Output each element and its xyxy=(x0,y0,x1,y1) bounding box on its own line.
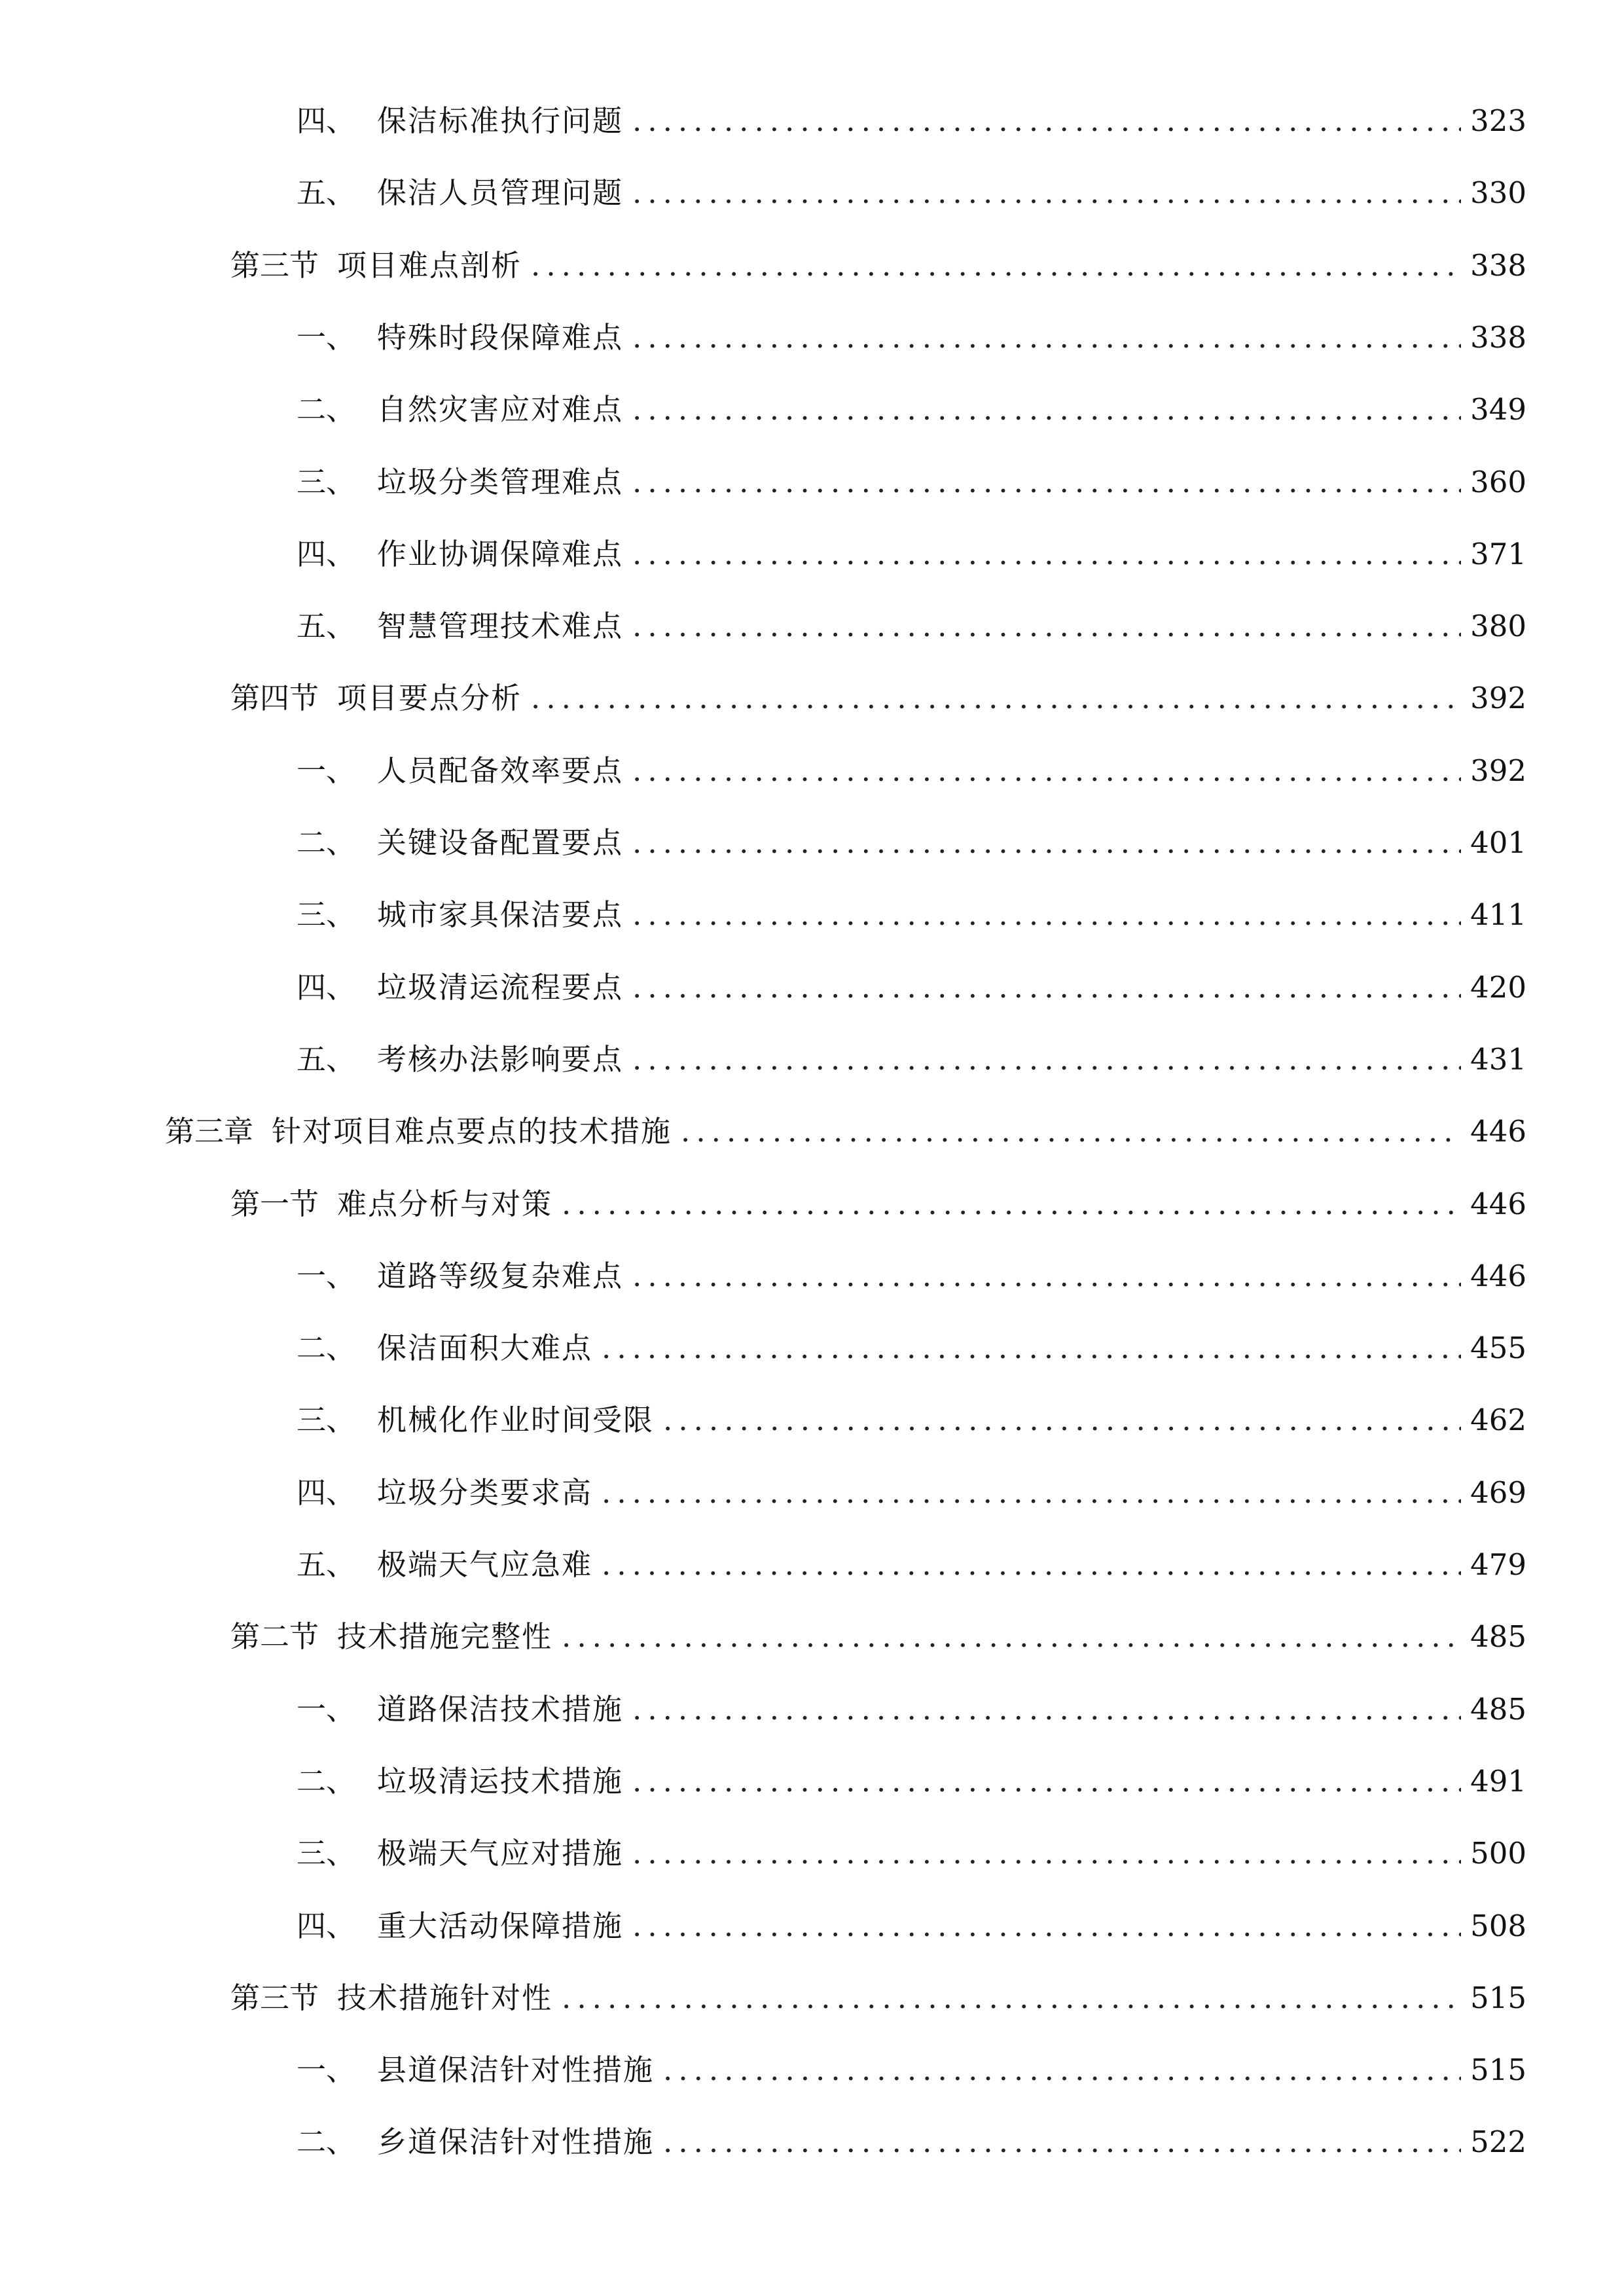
toc-entry-number: 四、 xyxy=(297,537,356,571)
toc-entry-number: 一、 xyxy=(297,1692,356,1727)
toc-entry[interactable] xyxy=(230,1175,1526,1234)
toc-dot-leader xyxy=(632,742,1461,800)
toc-entry-title: 针对项目难点要点的技术措施 xyxy=(272,1114,672,1149)
toc-entry-number: 二、 xyxy=(297,1331,356,1365)
toc-entry-title: 垃圾清运技术措施 xyxy=(377,1764,624,1799)
toc-entry-page-number: 462 xyxy=(1470,1403,1526,1437)
toc-entry-title: 道路保洁技术措施 xyxy=(377,1692,624,1727)
toc-entry-number: 第二节 xyxy=(230,1619,319,1654)
toc-entry[interactable] xyxy=(297,1535,1526,1594)
toc-dot-leader xyxy=(632,1824,1461,1883)
toc-dot-leader xyxy=(632,453,1461,512)
toc-entry[interactable] xyxy=(297,1897,1526,1956)
toc-entry-page-number: 360 xyxy=(1470,465,1526,499)
toc-dot-leader xyxy=(632,308,1461,367)
toc-entry-number: 五、 xyxy=(297,1042,356,1077)
toc-entry-number: 一、 xyxy=(297,753,356,788)
toc-entry-page-number: 446 xyxy=(1470,1187,1526,1221)
toc-entry[interactable] xyxy=(297,2113,1526,2172)
toc-entry-number: 一、 xyxy=(297,320,356,355)
toc-dot-leader xyxy=(663,1391,1461,1450)
toc-entry-title: 难点分析与对策 xyxy=(337,1187,553,1221)
toc-entry-title: 智慧管理技术难点 xyxy=(377,609,624,643)
toc-entry-number: 三、 xyxy=(297,1403,356,1437)
toc-entry-page-number: 330 xyxy=(1470,175,1526,210)
toc-dot-leader xyxy=(632,1030,1461,1089)
toc-dot-leader xyxy=(562,1607,1461,1666)
toc-entry-title: 保洁面积大难点 xyxy=(377,1331,593,1365)
toc-entry[interactable] xyxy=(230,236,1526,295)
toc-entry-page-number: 323 xyxy=(1470,103,1526,138)
toc-entry[interactable] xyxy=(297,2041,1526,2100)
toc-entry-title: 项目要点分析 xyxy=(337,681,522,715)
toc-entry-page-number: 469 xyxy=(1470,1475,1526,1510)
toc-entry-number: 二、 xyxy=(297,1764,356,1799)
toc-entry-title: 垃圾分类管理难点 xyxy=(377,465,624,499)
toc-entry[interactable] xyxy=(297,886,1526,944)
toc-entry-title: 垃圾清运流程要点 xyxy=(377,970,624,1005)
toc-entry[interactable] xyxy=(297,958,1526,1017)
toc-entry[interactable] xyxy=(297,308,1526,367)
toc-entry-page-number: 515 xyxy=(1470,2053,1526,2087)
toc-dot-leader xyxy=(632,1752,1461,1811)
toc-entry-number: 四、 xyxy=(297,1475,356,1510)
toc-entry-page-number: 392 xyxy=(1470,753,1526,788)
toc-entry-page-number: 338 xyxy=(1470,320,1526,355)
toc-dot-leader xyxy=(681,1102,1461,1161)
toc-entry-page-number: 401 xyxy=(1470,825,1526,860)
toc-entry-number: 第一节 xyxy=(230,1187,319,1221)
toc-entry-page-number: 455 xyxy=(1470,1331,1526,1365)
toc-entry[interactable] xyxy=(297,1752,1526,1811)
toc-dot-leader xyxy=(632,886,1461,944)
toc-dot-leader xyxy=(632,380,1461,439)
toc-entry[interactable] xyxy=(297,597,1526,656)
toc-entry-number: 五、 xyxy=(297,175,356,210)
toc-dot-leader xyxy=(632,958,1461,1017)
toc-dot-leader xyxy=(602,1535,1461,1594)
toc-dot-leader xyxy=(632,814,1461,872)
toc-dot-leader xyxy=(632,597,1461,656)
toc-entry[interactable] xyxy=(297,1030,1526,1089)
toc-dot-leader xyxy=(602,1463,1461,1522)
toc-entry[interactable] xyxy=(297,742,1526,800)
toc-entry-number: 第三节 xyxy=(230,248,319,283)
toc-entry-number: 二、 xyxy=(297,825,356,860)
toc-entry-number: 二、 xyxy=(297,392,356,427)
toc-entry-page-number: 338 xyxy=(1470,248,1526,283)
toc-entry[interactable] xyxy=(297,380,1526,439)
toc-entry-title: 自然灾害应对难点 xyxy=(377,392,624,427)
toc-dot-leader xyxy=(632,164,1461,223)
toc-dot-leader xyxy=(632,92,1461,151)
toc-entry[interactable] xyxy=(297,1824,1526,1883)
toc-entry[interactable] xyxy=(297,1463,1526,1522)
toc-entry-page-number: 380 xyxy=(1470,609,1526,643)
toc-entry-title: 垃圾分类要求高 xyxy=(377,1475,593,1510)
toc-entry-title: 考核办法影响要点 xyxy=(377,1042,624,1077)
toc-entry-title: 人员配备效率要点 xyxy=(377,753,624,788)
toc-entry-page-number: 491 xyxy=(1470,1764,1526,1799)
toc-entry-page-number: 446 xyxy=(1470,1114,1526,1149)
toc-entry-title: 城市家具保洁要点 xyxy=(377,897,624,932)
toc-entry-title: 保洁标准执行问题 xyxy=(377,103,624,138)
toc-entry-page-number: 515 xyxy=(1470,1981,1526,2015)
toc-dot-leader xyxy=(632,1897,1461,1956)
toc-entry-number: 五、 xyxy=(297,609,356,643)
toc-dot-leader xyxy=(602,1319,1461,1378)
toc-entry-title: 特殊时段保障难点 xyxy=(377,320,624,355)
toc-dot-leader xyxy=(632,1680,1461,1739)
toc-entry-title: 乡道保洁针对性措施 xyxy=(377,2125,655,2159)
toc-entry-page-number: 371 xyxy=(1470,537,1526,571)
toc-entry-title: 极端天气应对措施 xyxy=(377,1836,624,1871)
toc-entry-page-number: 522 xyxy=(1470,2125,1526,2159)
toc-entry-number: 四、 xyxy=(297,103,356,138)
toc-dot-leader xyxy=(663,2113,1461,2172)
toc-dot-leader xyxy=(632,525,1461,584)
toc-entry-page-number: 392 xyxy=(1470,681,1526,715)
toc-entry-number: 第三节 xyxy=(230,1981,319,2015)
toc-entry[interactable] xyxy=(297,1319,1526,1378)
toc-entry-number: 四、 xyxy=(297,970,356,1005)
toc-entry-title: 道路等级复杂难点 xyxy=(377,1259,624,1293)
toc-entry-title: 关键设备配置要点 xyxy=(377,825,624,860)
toc-entry[interactable] xyxy=(230,669,1526,728)
toc-entry-page-number: 411 xyxy=(1470,897,1526,932)
toc-dot-leader xyxy=(663,2041,1461,2100)
toc-entry[interactable] xyxy=(165,1102,1526,1161)
toc-entry-title: 极端天气应急难 xyxy=(377,1547,593,1582)
toc-entry[interactable] xyxy=(297,525,1526,584)
toc-entry-title: 县道保洁针对性措施 xyxy=(377,2053,655,2087)
toc-entry-number: 一、 xyxy=(297,1259,356,1293)
toc-entry-page-number: 500 xyxy=(1470,1836,1526,1871)
toc-entry-number: 四、 xyxy=(297,1909,356,1943)
toc-entry[interactable] xyxy=(297,1391,1526,1450)
toc-entry-title: 技术措施完整性 xyxy=(337,1619,553,1654)
toc-dot-leader xyxy=(562,1175,1461,1234)
toc-entry-title: 项目难点剖析 xyxy=(337,248,522,283)
toc-entry-number: 一、 xyxy=(297,2053,356,2087)
toc-entry-page-number: 420 xyxy=(1470,970,1526,1005)
toc-entry[interactable] xyxy=(297,92,1526,151)
toc-entry-page-number: 485 xyxy=(1470,1619,1526,1654)
toc-entry-page-number: 479 xyxy=(1470,1547,1526,1582)
toc-dot-leader xyxy=(531,236,1461,295)
toc-entry[interactable] xyxy=(230,1969,1526,2028)
toc-dot-leader xyxy=(531,669,1461,728)
toc-entry[interactable] xyxy=(297,1680,1526,1739)
toc-entry-page-number: 349 xyxy=(1470,392,1526,427)
toc-entry-title: 技术措施针对性 xyxy=(337,1981,553,2015)
toc-entry-number: 三、 xyxy=(297,1836,356,1871)
toc-entry[interactable] xyxy=(297,814,1526,872)
toc-entry-page-number: 508 xyxy=(1470,1909,1526,1943)
toc-entry-page-number: 485 xyxy=(1470,1692,1526,1727)
toc-entry-number: 二、 xyxy=(297,2125,356,2159)
toc-entry-number: 第四节 xyxy=(230,681,319,715)
toc-entry-title: 重大活动保障措施 xyxy=(377,1909,624,1943)
toc-entry[interactable] xyxy=(297,453,1526,512)
toc-entry-number: 五、 xyxy=(297,1547,356,1582)
toc-dot-leader xyxy=(632,1247,1461,1306)
toc-entry[interactable] xyxy=(297,164,1526,223)
toc-entry-page-number: 446 xyxy=(1470,1259,1526,1293)
toc-entry-number: 三、 xyxy=(297,465,356,499)
toc-entry[interactable] xyxy=(230,1607,1526,1666)
toc-entry-title: 作业协调保障难点 xyxy=(377,537,624,571)
toc-entry-number: 第三章 xyxy=(165,1114,254,1149)
toc-entry-page-number: 431 xyxy=(1470,1042,1526,1077)
toc-entry-title: 机械化作业时间受限 xyxy=(377,1403,655,1437)
toc-entry[interactable] xyxy=(297,1247,1526,1306)
toc-entry-title: 保洁人员管理问题 xyxy=(377,175,624,210)
toc-entry-number: 三、 xyxy=(297,897,356,932)
toc-dot-leader xyxy=(562,1969,1461,2028)
